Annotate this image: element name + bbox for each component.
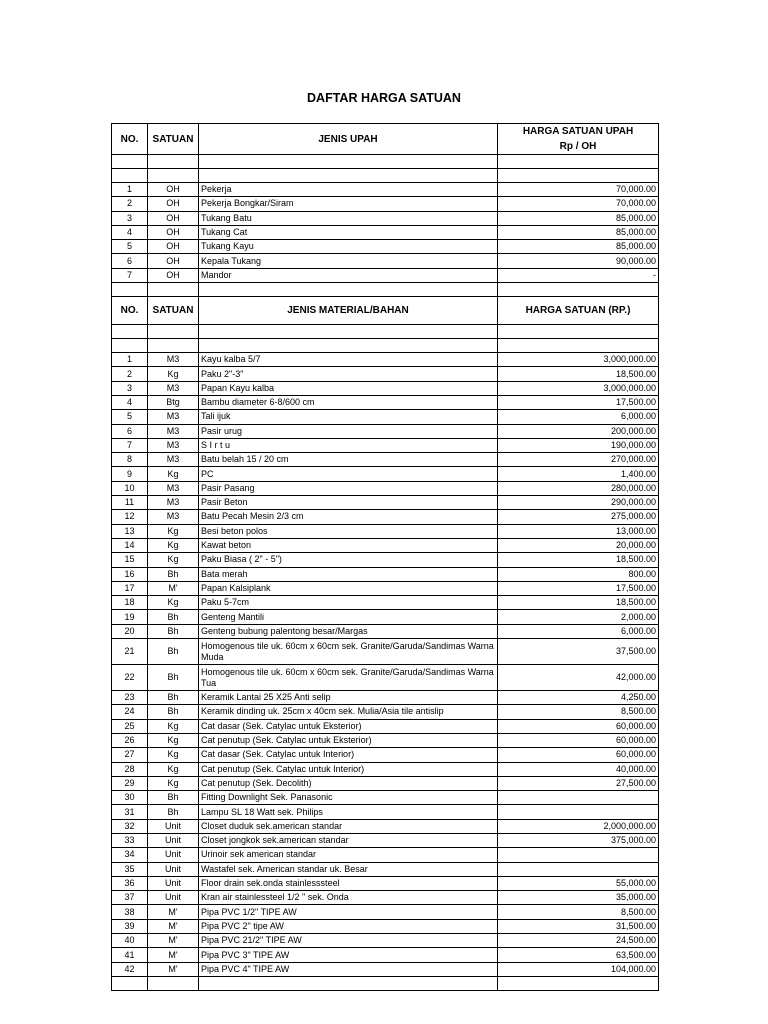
material-row	[112, 538, 659, 552]
row-satuan: OH	[148, 225, 199, 239]
row-satuan: Kg	[148, 776, 199, 790]
row-no: 32	[112, 819, 148, 833]
row-no: 14	[112, 538, 148, 552]
row-harga: 85,000.00	[498, 211, 659, 225]
blank-row	[112, 339, 659, 353]
material-row	[112, 581, 659, 595]
row-harga: 375,000.00	[498, 833, 659, 847]
row-jenis: Kawat beton	[199, 538, 498, 552]
labor-header-satuan: SATUAN	[148, 124, 199, 155]
material-row	[112, 424, 659, 438]
material-row	[112, 467, 659, 481]
material-row	[112, 553, 659, 567]
row-satuan: M3	[148, 424, 199, 438]
row-satuan: M3	[148, 510, 199, 524]
row-no: 10	[112, 481, 148, 495]
row-harga: 55,000.00	[498, 876, 659, 890]
row-satuan: OH	[148, 254, 199, 268]
material-row	[112, 948, 659, 962]
row-satuan: M'	[148, 919, 199, 933]
row-satuan: Kg	[148, 538, 199, 552]
labor-row	[112, 197, 659, 211]
row-satuan: M3	[148, 453, 199, 467]
row-jenis: Pipa PVC 3" TIPE AW	[199, 948, 498, 962]
row-harga: 31,500.00	[498, 919, 659, 933]
row-harga	[498, 848, 659, 862]
material-row	[112, 624, 659, 638]
row-no: 6	[112, 254, 148, 268]
row-jenis: Fitting Downlight Sek. Panasonic	[199, 791, 498, 805]
row-harga: 275,000.00	[498, 510, 659, 524]
row-harga: 40,000.00	[498, 762, 659, 776]
row-no: 21	[112, 639, 148, 665]
material-row	[112, 610, 659, 624]
row-jenis: Pipa PVC 1/2" TIPE AW	[199, 905, 498, 919]
row-satuan: Bh	[148, 639, 199, 665]
row-harga: 13,000.00	[498, 524, 659, 538]
row-no: 7	[112, 268, 148, 282]
row-no: 5	[112, 410, 148, 424]
material-row	[112, 691, 659, 705]
row-satuan: Btg	[148, 395, 199, 409]
material-row	[112, 776, 659, 790]
row-satuan: Unit	[148, 862, 199, 876]
row-jenis: Closet jongkok sek.american standar	[199, 833, 498, 847]
blank-row	[112, 155, 659, 169]
row-satuan: Kg	[148, 524, 199, 538]
row-no: 27	[112, 748, 148, 762]
row-harga: 1,400.00	[498, 467, 659, 481]
row-harga: 18,500.00	[498, 596, 659, 610]
row-satuan: Unit	[148, 891, 199, 905]
material-row	[112, 496, 659, 510]
material-row	[112, 367, 659, 381]
row-jenis: Cat dasar (Sek. Catylac untuk Interior)	[199, 748, 498, 762]
row-no: 13	[112, 524, 148, 538]
material-header-jenis: JENIS MATERIAL/BAHAN	[199, 297, 498, 325]
blank-row	[112, 325, 659, 339]
material-row	[112, 510, 659, 524]
row-jenis: Papan Kayu kalba	[199, 381, 498, 395]
row-no: 30	[112, 791, 148, 805]
row-satuan: M3	[148, 496, 199, 510]
labor-header-row	[112, 124, 659, 155]
row-no: 6	[112, 424, 148, 438]
material-row	[112, 791, 659, 805]
labor-header-jenis: JENIS UPAH	[199, 124, 498, 155]
row-no: 17	[112, 581, 148, 595]
material-row	[112, 748, 659, 762]
row-no: 15	[112, 553, 148, 567]
row-satuan: Unit	[148, 876, 199, 890]
row-satuan: M3	[148, 381, 199, 395]
row-harga: 85,000.00	[498, 225, 659, 239]
row-no: 2	[112, 367, 148, 381]
material-row	[112, 395, 659, 409]
row-jenis: Pipa PVC 2" tipe AW	[199, 919, 498, 933]
row-no: 38	[112, 905, 148, 919]
row-no: 4	[112, 225, 148, 239]
row-harga: 42,000.00	[498, 665, 659, 691]
row-harga: 2,000,000.00	[498, 819, 659, 833]
row-jenis: Pasir Pasang	[199, 481, 498, 495]
material-row	[112, 596, 659, 610]
row-satuan: Kg	[148, 762, 199, 776]
row-satuan: Kg	[148, 748, 199, 762]
material-row	[112, 733, 659, 747]
row-harga: 60,000.00	[498, 733, 659, 747]
material-row	[112, 833, 659, 847]
row-no: 37	[112, 891, 148, 905]
row-satuan: Unit	[148, 833, 199, 847]
row-no: 7	[112, 438, 148, 452]
labor-header-harga-line2: Rp / OH	[559, 141, 597, 152]
material-row	[112, 762, 659, 776]
row-jenis: Papan Kalsiplank	[199, 581, 498, 595]
material-row	[112, 524, 659, 538]
row-satuan: Bh	[148, 691, 199, 705]
page-title: DAFTAR HARGA SATUAN	[307, 91, 461, 105]
material-row	[112, 438, 659, 452]
row-harga: 17,500.00	[498, 581, 659, 595]
row-harga: 63,500.00	[498, 948, 659, 962]
row-harga: 280,000.00	[498, 481, 659, 495]
row-no: 2	[112, 197, 148, 211]
row-no: 4	[112, 395, 148, 409]
row-harga: 60,000.00	[498, 719, 659, 733]
row-satuan: OH	[148, 211, 199, 225]
blank-row	[112, 976, 659, 990]
row-satuan: Bh	[148, 805, 199, 819]
labor-row	[112, 268, 659, 282]
row-satuan: M'	[148, 581, 199, 595]
row-harga: 17,500.00	[498, 395, 659, 409]
price-table	[111, 123, 659, 991]
material-row	[112, 567, 659, 581]
row-jenis: Pasir urug	[199, 424, 498, 438]
row-jenis: PC	[199, 467, 498, 481]
row-satuan: Kg	[148, 719, 199, 733]
row-satuan: Kg	[148, 467, 199, 481]
row-satuan: Kg	[148, 367, 199, 381]
row-no: 1	[112, 353, 148, 367]
row-harga: 70,000.00	[498, 183, 659, 197]
row-harga: 290,000.00	[498, 496, 659, 510]
row-harga: 6,000.00	[498, 410, 659, 424]
row-satuan: OH	[148, 197, 199, 211]
row-satuan: Bh	[148, 624, 199, 638]
row-harga: 3,000,000.00	[498, 381, 659, 395]
row-no: 24	[112, 705, 148, 719]
row-no: 34	[112, 848, 148, 862]
material-row	[112, 905, 659, 919]
row-harga: 18,500.00	[498, 367, 659, 381]
row-no: 42	[112, 962, 148, 976]
row-no: 16	[112, 567, 148, 581]
row-jenis: Keramik dinding uk. 25cm x 40cm sek. Mulia/Asia tile antislip	[199, 705, 498, 719]
row-harga: 8,500.00	[498, 905, 659, 919]
material-header-harga: HARGA SATUAN (RP.)	[498, 297, 659, 325]
row-jenis: Paku 5-7cm	[199, 596, 498, 610]
row-satuan: Kg	[148, 733, 199, 747]
row-satuan: Bh	[148, 665, 199, 691]
row-harga: 104,000.00	[498, 962, 659, 976]
row-no: 3	[112, 211, 148, 225]
row-satuan: Kg	[148, 596, 199, 610]
row-jenis: Pekerja Bongkar/Siram	[199, 197, 498, 211]
row-jenis: Lampu SL 18 Watt sek. Philips	[199, 805, 498, 819]
row-jenis: Pipa PVC 4" TIPE AW	[199, 962, 498, 976]
row-harga: 6,000.00	[498, 624, 659, 638]
material-row	[112, 805, 659, 819]
row-harga: 37,500.00	[498, 639, 659, 665]
row-satuan: M'	[148, 962, 199, 976]
row-no: 12	[112, 510, 148, 524]
material-row	[112, 891, 659, 905]
material-row	[112, 639, 659, 665]
material-row	[112, 481, 659, 495]
row-harga: 85,000.00	[498, 240, 659, 254]
row-no: 23	[112, 691, 148, 705]
row-harga	[498, 862, 659, 876]
row-no: 31	[112, 805, 148, 819]
row-jenis: Floor drain sek.onda stainlesssteel	[199, 876, 498, 890]
row-jenis: Cat dasar (Sek. Catylac untuk Eksterior)	[199, 719, 498, 733]
material-row	[112, 453, 659, 467]
row-harga: -	[498, 268, 659, 282]
row-jenis: Wastafel sek. American standar uk. Besar	[199, 862, 498, 876]
price-table-body	[112, 124, 659, 991]
labor-row	[112, 225, 659, 239]
row-jenis: Bambu diameter 6-8/600 cm	[199, 395, 498, 409]
labor-header-harga-line1: HARGA SATUAN UPAH	[522, 126, 634, 137]
row-no: 28	[112, 762, 148, 776]
row-jenis: Closet duduk sek.american standar	[199, 819, 498, 833]
labor-row	[112, 240, 659, 254]
row-no: 20	[112, 624, 148, 638]
row-jenis: Tukang Batu	[199, 211, 498, 225]
labor-header-no: NO.	[112, 124, 148, 155]
row-harga: 27,500.00	[498, 776, 659, 790]
row-harga	[498, 791, 659, 805]
row-jenis: Homogenous tile uk. 60cm x 60cm sek. Granite/Garuda/Sandimas Warna Tua	[199, 665, 498, 691]
row-jenis: S I r t u	[199, 438, 498, 452]
material-header-no: NO.	[112, 297, 148, 325]
material-row	[112, 962, 659, 976]
row-satuan: M'	[148, 934, 199, 948]
row-no: 41	[112, 948, 148, 962]
material-row	[112, 381, 659, 395]
row-no: 25	[112, 719, 148, 733]
row-no: 19	[112, 610, 148, 624]
row-satuan: M3	[148, 410, 199, 424]
row-jenis: Paku Biasa ( 2" - 5")	[199, 553, 498, 567]
row-jenis: Kran air stainlessteel 1/2 " sek. Onda	[199, 891, 498, 905]
row-jenis: Kayu kalba 5/7	[199, 353, 498, 367]
row-harga: 800.00	[498, 567, 659, 581]
row-jenis: Cat penutup (Sek. Decolith)	[199, 776, 498, 790]
blank-row	[112, 169, 659, 183]
row-jenis: Keramik Lantai 25 X25 Anti selip	[199, 691, 498, 705]
material-row	[112, 919, 659, 933]
row-jenis: Tali ijuk	[199, 410, 498, 424]
row-harga: 90,000.00	[498, 254, 659, 268]
row-jenis: Batu belah 15 / 20 cm	[199, 453, 498, 467]
row-no: 11	[112, 496, 148, 510]
row-harga: 18,500.00	[498, 553, 659, 567]
row-jenis: Bata merah	[199, 567, 498, 581]
row-no: 5	[112, 240, 148, 254]
labor-header-harga	[498, 124, 659, 155]
row-jenis: Mandor	[199, 268, 498, 282]
row-satuan: OH	[148, 268, 199, 282]
blank-row	[112, 283, 659, 297]
row-harga: 24,500.00	[498, 934, 659, 948]
row-satuan: M3	[148, 481, 199, 495]
row-satuan: Bh	[148, 567, 199, 581]
row-satuan: M'	[148, 905, 199, 919]
row-jenis: Cat penutup (Sek. Catylac untuk Interior)	[199, 762, 498, 776]
row-satuan: OH	[148, 240, 199, 254]
row-jenis: Pasir Beton	[199, 496, 498, 510]
row-no: 40	[112, 934, 148, 948]
row-jenis: Genteng Mantili	[199, 610, 498, 624]
material-row	[112, 353, 659, 367]
row-no: 9	[112, 467, 148, 481]
row-no: 22	[112, 665, 148, 691]
row-jenis: Pekerja	[199, 183, 498, 197]
material-header-row	[112, 297, 659, 325]
row-jenis: Tukang Cat	[199, 225, 498, 239]
row-jenis: Tukang Kayu	[199, 240, 498, 254]
row-no: 26	[112, 733, 148, 747]
row-jenis: Urinoir sek american standar	[199, 848, 498, 862]
row-satuan: OH	[148, 183, 199, 197]
row-jenis: Batu Pecah Mesin 2/3 cm	[199, 510, 498, 524]
row-harga: 190,000.00	[498, 438, 659, 452]
row-jenis: Cat penutup (Sek. Catylac untuk Eksterior)	[199, 733, 498, 747]
row-satuan: M'	[148, 948, 199, 962]
row-harga: 20,000.00	[498, 538, 659, 552]
row-jenis: Paku 2"-3"	[199, 367, 498, 381]
row-no: 18	[112, 596, 148, 610]
material-row	[112, 934, 659, 948]
material-header-satuan: SATUAN	[148, 297, 199, 325]
row-jenis: Homogenous tile uk. 60cm x 60cm sek. Granite/Garuda/Sandimas Warna Muda	[199, 639, 498, 665]
material-row	[112, 819, 659, 833]
row-no: 29	[112, 776, 148, 790]
material-row	[112, 705, 659, 719]
row-satuan: Unit	[148, 819, 199, 833]
row-harga	[498, 805, 659, 819]
row-harga: 60,000.00	[498, 748, 659, 762]
material-row	[112, 665, 659, 691]
material-row	[112, 410, 659, 424]
row-no: 8	[112, 453, 148, 467]
labor-row	[112, 254, 659, 268]
row-jenis: Besi beton polos	[199, 524, 498, 538]
row-satuan: Unit	[148, 848, 199, 862]
row-jenis: Pipa PVC 21/2" TIPE AW	[199, 934, 498, 948]
row-no: 33	[112, 833, 148, 847]
material-row	[112, 876, 659, 890]
row-no: 1	[112, 183, 148, 197]
material-row	[112, 848, 659, 862]
row-satuan: Bh	[148, 705, 199, 719]
labor-row	[112, 211, 659, 225]
row-satuan: M3	[148, 353, 199, 367]
row-harga: 270,000.00	[498, 453, 659, 467]
row-no: 36	[112, 876, 148, 890]
row-harga: 2,000.00	[498, 610, 659, 624]
material-row	[112, 862, 659, 876]
row-harga: 8,500.00	[498, 705, 659, 719]
row-jenis: Genteng bubung palentong besar/Margas	[199, 624, 498, 638]
row-satuan: Kg	[148, 553, 199, 567]
row-harga: 4,250.00	[498, 691, 659, 705]
row-harga: 35,000.00	[498, 891, 659, 905]
row-satuan: M3	[148, 438, 199, 452]
row-harga: 200,000.00	[498, 424, 659, 438]
row-no: 39	[112, 919, 148, 933]
row-no: 35	[112, 862, 148, 876]
row-harga: 70,000.00	[498, 197, 659, 211]
material-row	[112, 719, 659, 733]
row-harga: 3,000,000.00	[498, 353, 659, 367]
row-no: 3	[112, 381, 148, 395]
row-satuan: Bh	[148, 610, 199, 624]
row-jenis: Kepala Tukang	[199, 254, 498, 268]
row-satuan: Bh	[148, 791, 199, 805]
labor-row	[112, 183, 659, 197]
